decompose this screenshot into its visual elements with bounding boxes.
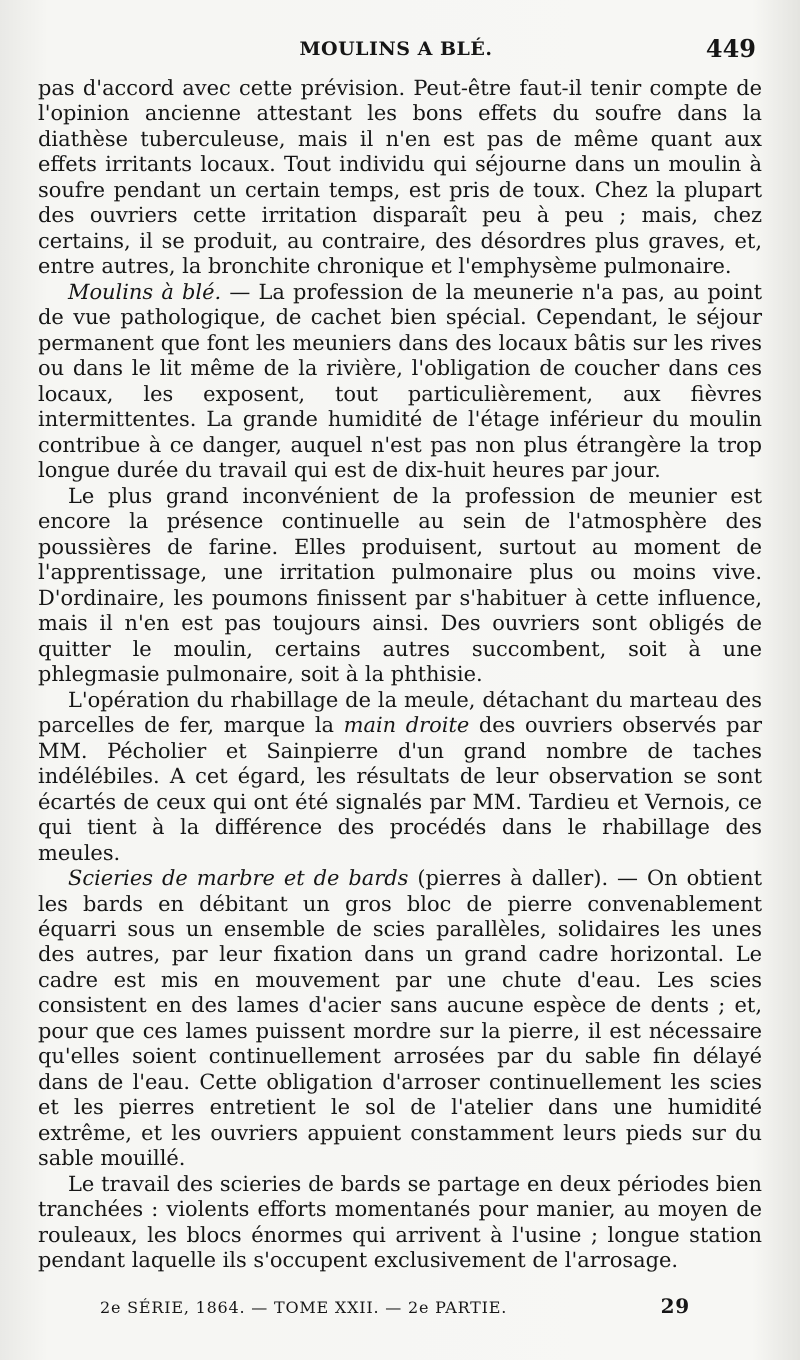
section-heading: Scieries de marbre et de bards <box>68 866 409 891</box>
paragraph-text: pas d'accord avec cette prévision. Peut-être faut-il tenir compte de l'opinion ancienne attestant les bons effets du soufre dans la diathèse tuberculeuse, mais il n'en est pas de même quant aux effets irritants locaux. Tout individu qui séjourne dans un moulin à soufre pendant un certain temps, est pris de toux. Chez la plupart des ouvriers cette irritation disparaît peu à peu ; mais, chez certains, il se produit, au contraire, des désordres plus graves, et, entre autres, la bronchite chronique et l'emphysème pulmonaire. <box>38 76 762 279</box>
emphasis-text: main droite <box>343 713 470 738</box>
page-header <box>36 34 756 66</box>
section-heading: Moulins à blé. <box>68 279 222 304</box>
running-title: MOULINS A BLÉ. <box>299 38 493 60</box>
body-text <box>38 76 762 1274</box>
paragraph-text: — La profession de la meunerie n'a pas, au point de vue pathologique, de cachet bien spécial. Cependant, le séjour permanent que font les meuniers dans des locaux bâtis sur les rives ou dans le lit même de la rivière, l'obligation de coucher dans ces locaux, les exposent, tout particulièrement, aux fièvres intermittentes. La grande humidité de l'étage inférieur du moulin contribue à ce danger, auquel n'est pas non plus étrangère la trop longue durée du travail qui est de dix-huit heures par jour. <box>38 279 762 483</box>
paragraph-farine <box>38 484 762 688</box>
page-footer <box>100 1296 690 1322</box>
paragraph-text: Le plus grand inconvénient de la profession de meunier est encore la présence continuelle au sein de l'atmosphère des poussières de farine. Elles produisent, surtout au moment de l'apprentissage, une irritation pulmonaire plus ou moins vive. D'ordinaire, les poumons finissent par s'habituer à cette influence, mais il n'en est pas toujours ainsi. Des ouvriers sont obligés de quitter le moulin, certains autres succombent, soit à une phlegmasie pulmonaire, soit à la phthisie. <box>38 483 762 687</box>
paragraph-text: L'opération du rhabillage de la meule, détachant du marteau des parcelles de fer, marque la <box>38 687 762 738</box>
page-number: 449 <box>705 34 756 63</box>
paragraph-text: (pierres à daller). — On obtient les bards en débitant un gros bloc de pierre convenablement équarri sous un ensemble de scies parallèles, solidaires les unes des autres, par leur fixation dans un grand cadre horizontal. Le cadre est mis en mouvement par une chute d'eau. Les scies consistent en des lames d'acier sans aucune espèce de dents ; et, pour que ces lames puissent mordre sur la pierre, il est nécessaire qu'elles soient continuellement arrosées par du sable fin délayé dans de l'eau. Cette obligation d'arroser continuellement les scies et les pierres entretient le sol de l'atelier dans une humidité extrême, et les ouvriers appuient constamment leurs pieds sur du sable mouillé. <box>38 866 762 1171</box>
paragraph-text: des ouvriers observés par MM. Pécholier et Sainpierre d'un grand nombre de taches indélébiles. A cet égard, les résultats de leur observation se sont écartés de ceux qui ont été signalés par MM. Tardieu et Vernois, ce qui tient à la différence des procédés dans le rhabillage des meules. <box>38 713 762 865</box>
paragraph-continuation <box>38 76 762 280</box>
paragraph-travail <box>38 1172 762 1274</box>
series-line: 2e SÉRIE, 1864. — TOME XXII. — 2e PARTIE. <box>100 1298 508 1317</box>
signature-mark: 29 <box>660 1294 690 1318</box>
paragraph-moulins-a-ble <box>38 280 762 484</box>
paragraph-text: Le travail des scieries de bards se partage en deux périodes bien tranchées : violents efforts momentanés pour manier, au moyen de rouleaux, les blocs énormes qui arrivent à l'usine ; longue station pendant laquelle ils s'occupent exclusivement de l'arrosage. <box>38 1171 762 1273</box>
paragraph-rhabillage <box>38 688 762 866</box>
paragraph-scieries <box>38 866 762 1172</box>
